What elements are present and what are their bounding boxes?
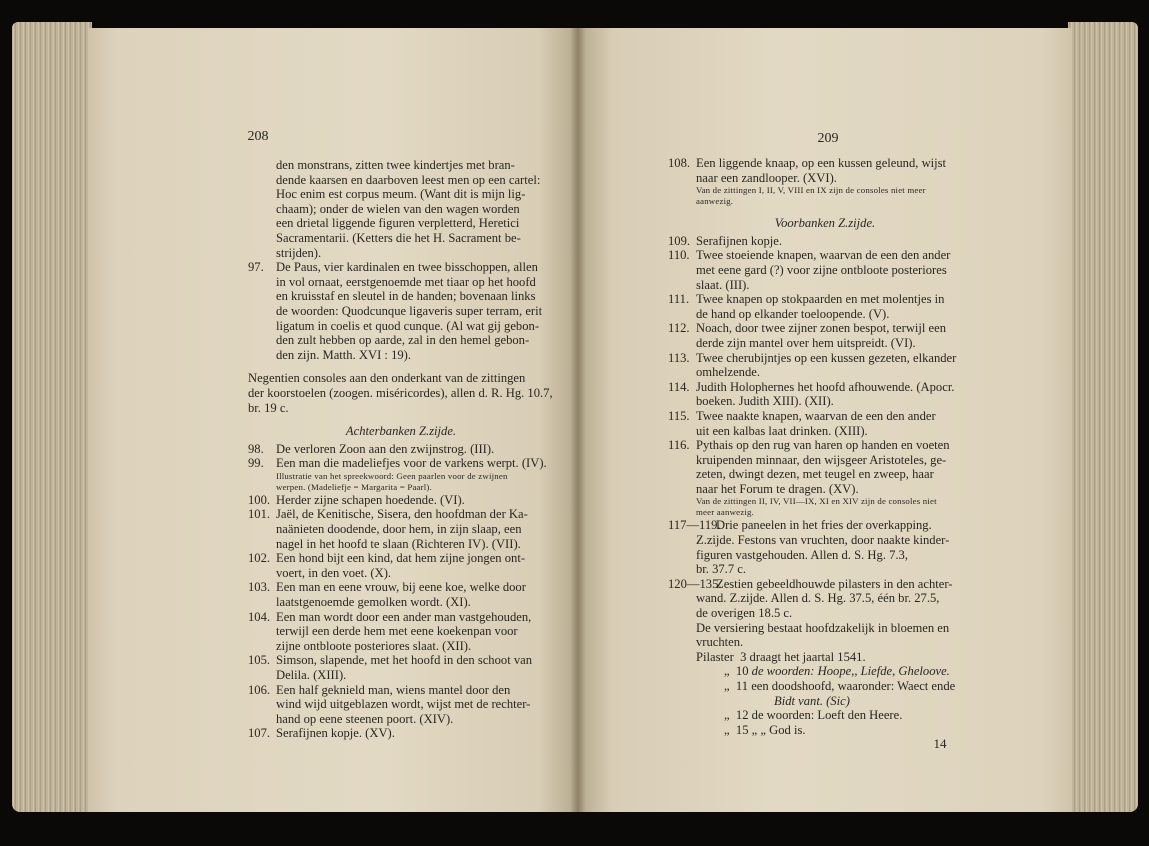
text-line: den zijn. Matth. XVI : 19).: [276, 347, 412, 362]
text-line: Twee naakte knapen, waarvan de een den ander: [696, 408, 936, 423]
text-line: en kruisstaf en sleutel in de handen; bovenaan links: [276, 289, 536, 304]
entry-number: 114.: [668, 379, 690, 394]
text-line: terwijl een derde hem met eene koekenpan voor: [276, 624, 518, 639]
pilaster-line: „ 11 een doodshoofd, waaronder: Waect ende: [724, 679, 956, 693]
text-line: Judith Holophernes het hoofd afhouwende. (Apocr.: [696, 379, 955, 394]
text-line: br. 37.7 c.: [696, 562, 747, 577]
entry-number: 102.: [248, 551, 271, 566]
text-line: Twee knapen op stokpaarden en met molentjes in: [696, 292, 945, 307]
text-line: wind wijd uitgeblazen wordt, wijst met de rechter-: [276, 697, 531, 712]
entry-number: 113.: [668, 350, 690, 365]
entry-number: 112.: [668, 321, 690, 336]
text-line: Hoc enim est corpus meum. (Want dit is mijn lig-: [276, 187, 526, 202]
text-line: Een half geknield man, wiens mantel door den: [276, 682, 511, 697]
text-line: Pythais op den rug van haren op handen en voeten: [696, 438, 950, 453]
section-heading: Achterbanken Z.zijde.: [345, 424, 457, 439]
catalog-entry-114: [668, 380, 982, 409]
text-line: figuren vastgehouden. Allen d. S. Hg. 7.3,: [696, 547, 908, 562]
text-line: De versiering bestaat hoofdzakelijk in bloemen en: [696, 620, 950, 635]
entry-number: 97.: [248, 260, 264, 275]
catalog-entry-112: [668, 321, 982, 350]
text-line: Drie paneelen in het fries der overkapping.: [716, 518, 932, 533]
entry-number: 99.: [248, 456, 264, 471]
entry-number: 111.: [668, 292, 690, 307]
text-line: strijden).: [276, 245, 322, 260]
catalog-entry-102: [248, 551, 554, 580]
left-page-edges: [12, 22, 92, 812]
text-line: voert, in den voet. (X).: [276, 565, 392, 580]
entry-number: 104.: [248, 609, 271, 624]
left-page-text: [248, 158, 554, 741]
catalog-entry-104: [248, 610, 554, 654]
text-line: Een man wordt door een ander man vastgehouden,: [276, 609, 532, 624]
footnote-line: aanwezig.: [696, 196, 734, 207]
footnote-line: Illustratie van het spreekwoord: Geen paarlen voor de zwijnen: [276, 470, 508, 481]
text-line: een drietal liggende figuren verpletterd, Heretici: [276, 216, 520, 231]
catalog-entry-106: [248, 683, 554, 727]
text-line: zeten, dwingt dezen, met teugel en zweep, haar: [696, 467, 934, 482]
text-line: Delila. (XIII).: [276, 668, 347, 682]
text-line: dende kaarsen en daarboven leest men op een cartel:: [276, 172, 541, 187]
text-line: de overigen 18.5 c.: [696, 606, 793, 621]
text-line: boeken. Judith XIII). (XII).: [696, 394, 834, 409]
footnote-line: werpen. (Madeliefje = Margarita = Paarl).: [276, 481, 432, 492]
text-line: Z.zijde. Festons van vruchten, door naakte kinder-: [696, 533, 950, 548]
text-line: Twee stoeiende knapen, waarvan de een den ander: [696, 248, 951, 263]
text-line: de woorden: Quodcunque ligaveris super terram, erit: [276, 303, 543, 318]
text-line: De Paus, vier kardinalen en twee bisschoppen, allen: [276, 260, 538, 275]
intro-text: [248, 158, 554, 260]
section-heading: Voorbanken Z.zijde.: [774, 216, 876, 231]
catalog-entry-115: [668, 409, 982, 438]
text-line: chaam); onder de wielen van den wagen worden: [276, 201, 520, 216]
text-line: Zestien gebeeldhouwde pilasters in den achter-: [716, 576, 953, 591]
text-line: Negentien consoles aan den onderkant van de zittingen: [248, 371, 526, 386]
text-line: wand. Z.zijde. Allen d. S. Hg. 37.5, één br. 27.5,: [696, 591, 940, 606]
text-line: naar een zandlooper. (XVI).: [696, 170, 837, 185]
entry-number: 101.: [248, 507, 271, 522]
catalog-entry-117-119: [668, 518, 982, 576]
book-gutter: [570, 28, 586, 812]
text-line: Een hond bijt een kind, dat hem zijne jongen ont-: [276, 551, 526, 566]
entry-number: 110.: [668, 248, 690, 263]
text-line: der koorstoelen (zoogen. miséricordes), allen d. R. Hg. 10.7,: [248, 385, 553, 400]
entry-number: 98.: [248, 441, 264, 456]
text-line: omhelzende.: [696, 365, 760, 380]
entry-number: 106.: [248, 682, 271, 697]
right-page: [578, 28, 1072, 812]
entry-number: 107.: [248, 726, 271, 741]
text-line: br. 19 c.: [248, 400, 289, 415]
catalog-entry-99: [248, 456, 554, 493]
text-line: naänieten doodende, door hem, in zijn slaap, een: [276, 522, 522, 537]
catalog-entry-101: [248, 507, 554, 551]
text-line: kruipenden minnaar, den wijsgeer Aristoteles, ge-: [696, 452, 947, 467]
text-line: uit een kalbas laat drinken. (XIII).: [696, 423, 868, 438]
pilaster-line: „ 12 de woorden: Loeft den Heere.: [724, 708, 903, 723]
right-page-edges: [1068, 22, 1138, 812]
entry-number: 116.: [668, 438, 690, 453]
entry-number: 105.: [248, 653, 271, 668]
text-line: Jaël, de Kenitische, Sisera, den hoofdman der Ka-: [276, 507, 528, 522]
text-line: Sacramentarii. (Ketters die het H. Sacrament be-: [276, 230, 521, 245]
text-line: Simson, slapende, met het hoofd in den schoot van: [276, 653, 533, 668]
catalog-entry-110: [668, 248, 982, 292]
text-line: Twee cherubijntjes op een kussen gezeten, elkander: [696, 350, 957, 365]
text-line: naar het Forum te dragen. (XV).: [696, 481, 859, 496]
right-page-text: [668, 156, 982, 737]
text-line: Een man die madeliefjes voor de varkens werpt. (IV).: [276, 456, 547, 471]
entry-number: 120—135.: [668, 576, 722, 591]
page-number-right: 209: [817, 131, 839, 146]
entry-number: 117—119.: [668, 518, 721, 533]
left-page: [88, 28, 578, 812]
catalog-entry-116: [668, 438, 982, 518]
catalog-entry-120-135: [668, 577, 982, 650]
text-line: laatstgenoemde gemolken wordt. (XI).: [276, 595, 471, 610]
text-line: nagel in het hoofd te slaan (Richteren IV). (VII).: [276, 536, 521, 551]
entry-number: 108.: [668, 156, 691, 170]
text-line: Een liggende knaap, op een kussen geleund, wijst: [696, 156, 947, 170]
catalog-entry-109: [668, 234, 982, 249]
catalog-entry-113: [668, 351, 982, 380]
text-line: den zult hebben op aarde, zal in den hemel gebon-: [276, 333, 530, 348]
pilaster-line: Pilaster 3 draagt het jaartal 1541.: [696, 649, 866, 664]
footnote-line: Van de zittingen I, II, V, VIII en IX zijn de consoles niet meer: [696, 185, 926, 196]
signature-mark: 14: [933, 736, 947, 751]
text-line: Serafijnen kopje.: [696, 233, 783, 248]
text-line: met eene gard (?) voor zijne ontbloote posteriores: [696, 262, 947, 277]
footnote-line: Van de zittingen II, IV, VII—IX, XI en XIV zijn de consoles niet: [696, 496, 937, 507]
text-line: zijne ontbloote posteriores slaat. (XII).: [276, 638, 472, 653]
catalog-entry-107: [248, 726, 554, 741]
catalog-entry-111: [668, 292, 982, 321]
text-line: vruchten.: [696, 635, 744, 650]
catalog-entry-108: [668, 156, 982, 207]
text-line: Herder zijne schapen hoedende. (VI).: [276, 492, 465, 507]
text-line: ligatum in coelis et quod cunque. (Al wat gij gebon-: [276, 318, 540, 333]
catalog-entry-97: [248, 260, 554, 362]
text-line: Noach, door twee zijner zonen bespot, terwijl een: [696, 321, 947, 336]
pilaster-list: [668, 650, 982, 738]
entry-number: 100.: [248, 492, 271, 507]
pilaster-line: Bidt vant. (Sic): [774, 693, 850, 708]
consoles-paragraph: [248, 371, 554, 415]
pilaster-line: „ 10 de woorden: Hoope,, Liefde, Gheloove.: [724, 664, 950, 679]
text-line: hand op eene steenen poort. (XIV).: [276, 711, 454, 726]
text-line: slaat. (III).: [696, 277, 750, 292]
text-line: den monstrans, zitten twee kindertjes met bran-: [276, 158, 515, 172]
entry-number: 109.: [668, 233, 691, 248]
catalog-entry-98: [248, 442, 554, 457]
text-line: Serafijnen kopje. (XV).: [276, 726, 395, 741]
catalog-entry-103: [248, 580, 554, 609]
catalog-entry-105: [248, 653, 554, 682]
text-line: De verloren Zoon aan den zwijnstrog. (III).: [276, 441, 495, 456]
entry-number: 115.: [668, 408, 690, 423]
text-line: in vol ornaat, eerstgenoemde met tiaar op het hoofd: [276, 274, 536, 289]
pilaster-line: „ 15 „ „ God is.: [724, 722, 806, 737]
page-number-left: 208: [247, 129, 269, 144]
entry-number: 103.: [248, 580, 271, 595]
catalog-entry-100: [248, 493, 554, 508]
text-line: Een man en eene vrouw, bij eene koe, welke door: [276, 580, 526, 595]
text-line: de hand op elkander toeloopende. (V).: [696, 306, 890, 321]
footnote-line: meer aanwezig.: [696, 507, 754, 518]
text-line: derde zijn mantel over hem uitspreidt. (VI).: [696, 335, 916, 350]
